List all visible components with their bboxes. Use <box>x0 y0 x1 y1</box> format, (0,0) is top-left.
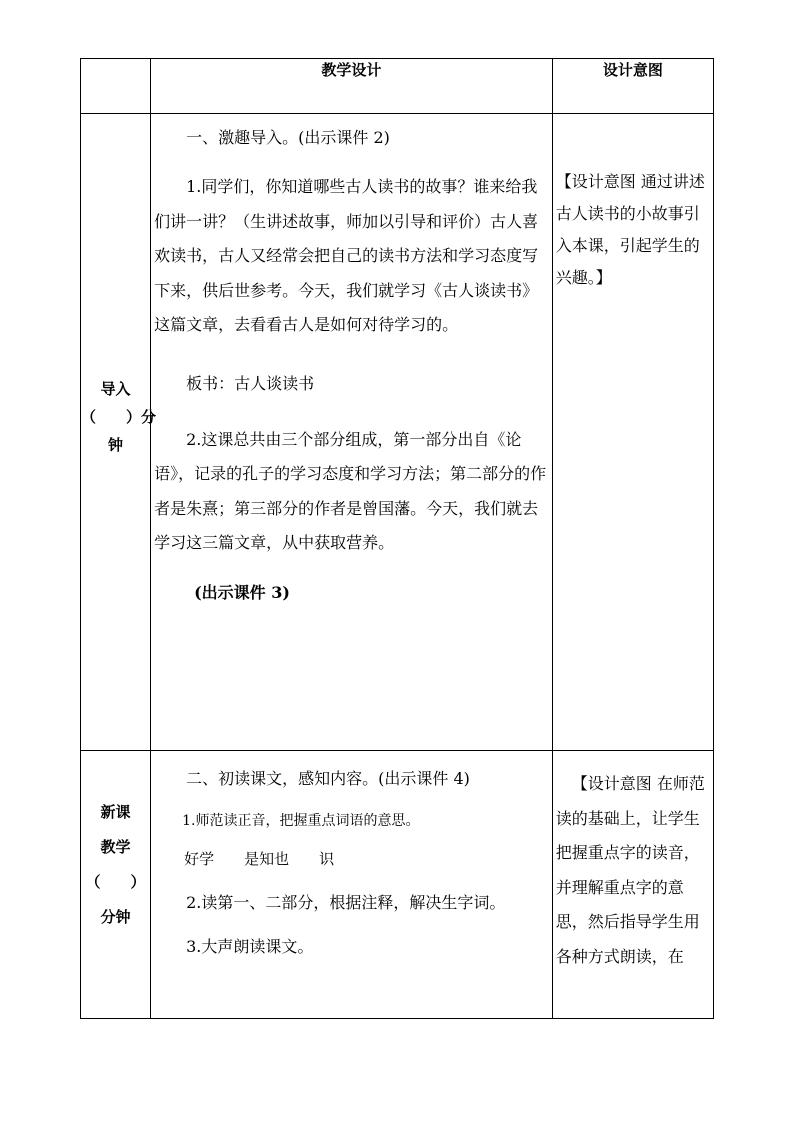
paragraph: 1.师范读正音，把握重点词语的意思。 <box>182 813 420 829</box>
stage-label-line: 导入 <box>100 380 131 398</box>
stage-label-line: 分钟 <box>100 907 131 926</box>
stage-label-line: 教学 <box>100 837 131 856</box>
paragraph: 1.同学们，你知道哪些古人读书的故事？谁来给我们讲一讲？（生讲述故事，师加以引导和评价）古人喜欢读书，古人又经常会把自己的读书方法和学习态度写下来，供后世参考。今天，我们就学习《古人谈读书》这篇文章，去看看古人是如何对待学习的。 <box>154 177 539 334</box>
stage-label-line: （ ） <box>85 872 146 891</box>
intent-cell-new-lesson <box>552 751 713 1019</box>
design-cell-new-lesson <box>151 751 553 1019</box>
header-design: 教学设计 <box>151 59 553 114</box>
intent-text: 【设计意图 通过讲述古人读书的小故事引入本课，引起学生的兴趣。】 <box>555 172 705 287</box>
table-header-row <box>81 59 714 114</box>
table-row-new-lesson <box>81 751 714 1019</box>
courseware-note: (出示课件 3) <box>194 582 290 602</box>
stage-label-line: （ ）分 <box>81 408 157 426</box>
section-title: 二、初读课文，感知内容。(出示课件 4) <box>186 769 470 788</box>
keyword-list: 好学 是知也 识 <box>184 850 335 868</box>
section-title: 一、激趣导入。(出示课件 2) <box>186 128 390 147</box>
paragraph: 3.大声朗读课文。 <box>186 937 314 956</box>
header-blank-cell <box>81 59 151 114</box>
stage-label-line: 钟 <box>108 436 124 454</box>
lesson-plan-table <box>80 58 714 1019</box>
paragraph: 2.读第一、二部分，根据注释，解决生字词。 <box>186 893 506 912</box>
stage-label-line: 新课 <box>100 802 131 821</box>
table-row-intro <box>81 114 714 751</box>
paragraph: 2.这课总共由三个部分组成，第一部分出自《论语》，记录的孔子的学习态度和学习方法；第二部分的作者是朱熹；第三部分的作者是曾国藩。今天，我们就去学习这三篇文章，从中获取营养。 <box>154 429 547 552</box>
intent-text: 【设计意图 在师范读的基础上，让学生把握重点字的读音，并理解重点字的意思，然后指导学生用各种方式朗读，在 <box>555 774 705 966</box>
header-intent: 设计意图 <box>552 59 713 114</box>
blackboard-note: 板书：古人谈读书 <box>186 373 315 393</box>
stage-label-new-lesson <box>81 751 151 1019</box>
intent-cell-intro <box>552 114 713 751</box>
stage-label-intro <box>81 114 157 751</box>
design-cell-intro <box>151 114 553 751</box>
